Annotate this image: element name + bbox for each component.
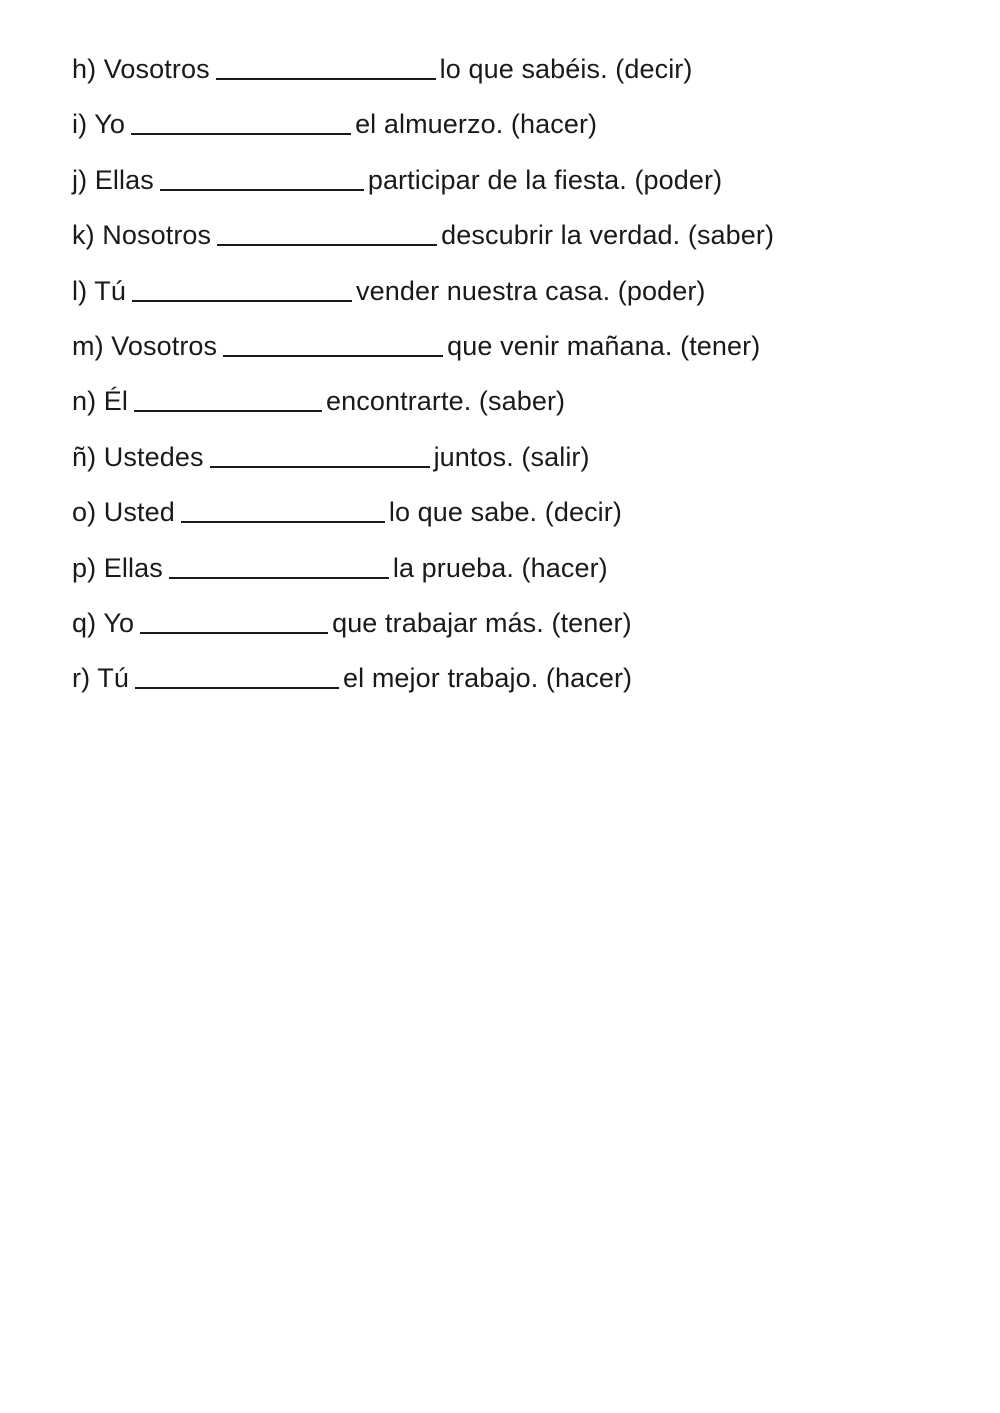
exercise-enye <box>72 434 952 489</box>
exercise-prefix: k) Nosotros <box>72 220 212 251</box>
exercise-j <box>72 157 952 212</box>
answer-blank[interactable] <box>216 48 436 80</box>
exercise-suffix: vender nuestra casa. (poder) <box>356 275 706 306</box>
exercise-q <box>72 600 952 655</box>
answer-blank[interactable] <box>134 380 322 412</box>
exercise-prefix: q) Yo <box>72 607 135 638</box>
answer-blank[interactable] <box>132 270 352 302</box>
answer-blank[interactable] <box>181 491 385 523</box>
exercise-prefix: o) Usted <box>72 497 175 528</box>
exercise-suffix: encontrarte. (saber) <box>326 386 566 417</box>
exercise-prefix: i) Yo <box>72 109 126 140</box>
exercise-prefix: r) Tú <box>72 663 130 694</box>
exercise-i <box>72 101 952 156</box>
exercise-suffix: lo que sabe. (decir) <box>388 497 622 528</box>
exercise-prefix: ñ) Ustedes <box>72 441 204 472</box>
exercise-suffix: la prueba. (hacer) <box>392 552 608 583</box>
exercise-suffix: que venir mañana. (tener) <box>447 330 761 361</box>
exercise-p <box>72 545 952 600</box>
exercise-suffix: juntos. (salir) <box>433 441 590 472</box>
exercise-h <box>72 46 952 101</box>
answer-blank[interactable] <box>210 436 430 468</box>
answer-blank[interactable] <box>217 214 437 246</box>
exercise-prefix: m) Vosotros <box>72 330 218 361</box>
exercise-suffix: lo que sabéis. (decir) <box>439 54 693 84</box>
answer-blank[interactable] <box>131 103 351 135</box>
answer-blank[interactable] <box>223 325 443 357</box>
exercise-l <box>72 268 952 323</box>
exercise-prefix: l) Tú <box>72 275 127 306</box>
exercise-o <box>72 489 952 544</box>
exercise-m <box>72 323 952 378</box>
exercise-prefix: n) Él <box>72 386 129 417</box>
exercise-r <box>72 655 952 710</box>
exercise-prefix: j) Ellas <box>72 164 154 195</box>
exercise-k <box>72 212 952 267</box>
exercise-suffix: participar de la fiesta. (poder) <box>367 164 723 195</box>
answer-blank[interactable] <box>140 602 328 634</box>
exercise-suffix: el mejor trabajo. (hacer) <box>343 663 633 694</box>
exercise-prefix: h) Vosotros <box>72 54 210 84</box>
exercise-suffix: el almuerzo. (hacer) <box>355 109 598 140</box>
worksheet <box>72 46 952 711</box>
answer-blank[interactable] <box>135 657 339 689</box>
exercise-prefix: p) Ellas <box>72 552 163 583</box>
exercise-suffix: que trabajar más. (tener) <box>332 607 632 638</box>
exercise-n <box>72 378 952 433</box>
answer-blank[interactable] <box>169 547 389 579</box>
exercise-suffix: descubrir la verdad. (saber) <box>441 220 775 251</box>
answer-blank[interactable] <box>160 159 364 191</box>
